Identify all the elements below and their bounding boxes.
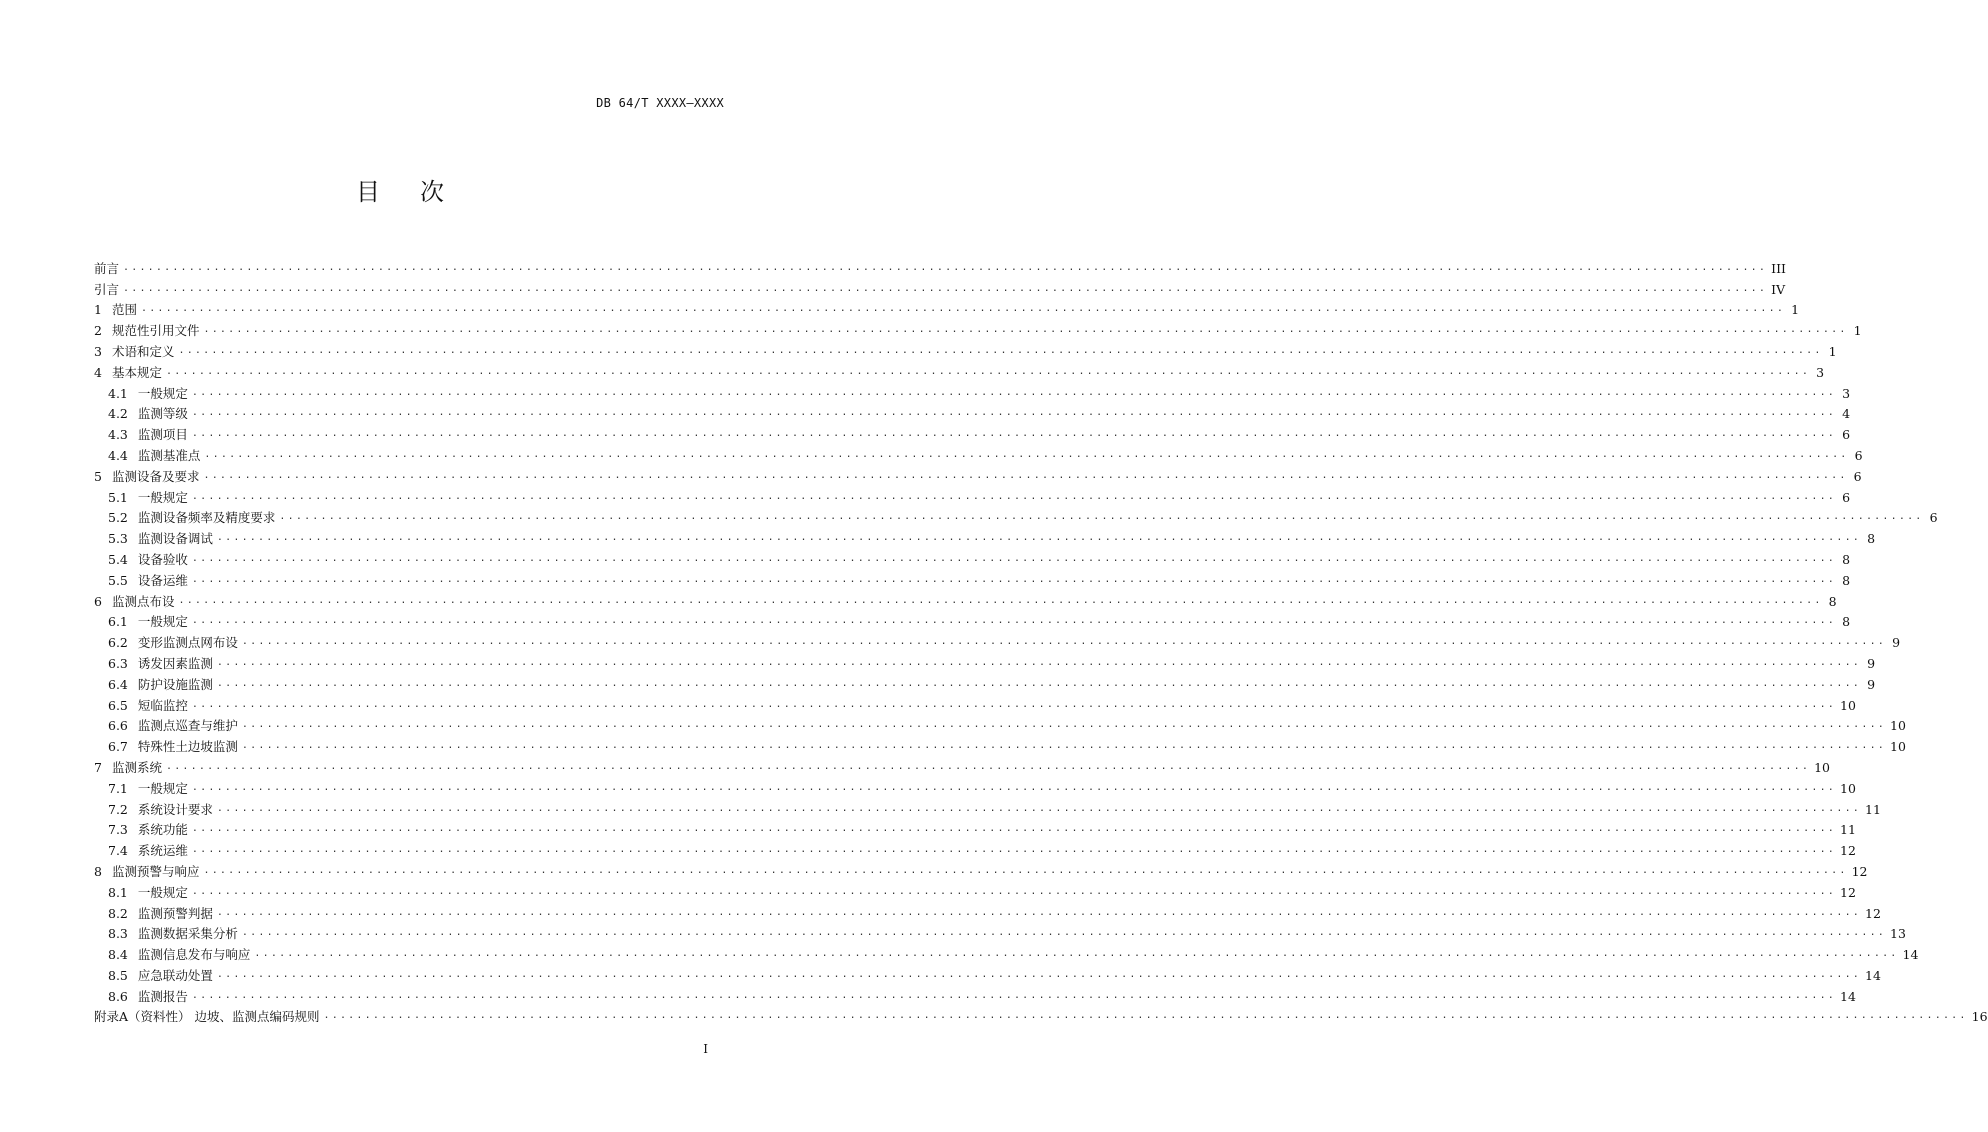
toc-entry-title: 监测基准点 (137, 447, 201, 463)
toc-leader-dots: ........................................................................................................................................................................................................ (216, 677, 1862, 689)
toc-leader-dots: ........................................................................................................................................................................................................ (323, 1010, 1968, 1022)
toc-entry[interactable] (94, 734, 1906, 755)
toc-entry-page: 9 (1867, 676, 1876, 692)
toc-entry-page: 12 (1851, 863, 1868, 879)
toc-entry-title: 监测系统 (111, 759, 162, 775)
toc-entry-title: 术语和定义 (111, 343, 175, 359)
toc-entry-page: 13 (1890, 926, 1906, 942)
toc-entry-number: 8.3 (108, 926, 128, 942)
toc-entry-title: 短临监控 (137, 697, 188, 713)
toc-entry-page: 1 (1853, 323, 1862, 339)
toc-entry-page: 3 (1842, 385, 1851, 401)
toc-entry[interactable] (94, 942, 1919, 963)
toc-entry[interactable] (94, 485, 1851, 506)
toc-entry-page: 9 (1867, 655, 1876, 671)
toc-leader-dots: ........................................................................................................................................................................................................ (241, 927, 1887, 939)
toc-leader-dots: ........................................................................................................................................................................................................ (203, 469, 1848, 481)
toc-entry[interactable] (94, 381, 1851, 402)
toc-entry-number: 6.7 (108, 739, 128, 755)
toc-entry-number: 6.6 (108, 718, 128, 734)
toc-leader-dots: ........................................................................................................................................................................................................ (216, 906, 1862, 918)
toc-entry-page: 12 (1840, 843, 1856, 859)
toc-entry-number: 4.4 (108, 447, 128, 463)
document-code: DB 64/T XXXX—XXXX (596, 96, 724, 110)
toc-leader-dots: ........................................................................................................................................................................................................ (191, 428, 1837, 440)
toc-entry-page: 9 (1892, 635, 1901, 651)
toc-entry-number: 5.1 (108, 489, 128, 505)
toc-leader-dots: ........................................................................................................................................................................................................ (204, 448, 1849, 460)
page-number: I (703, 1042, 708, 1056)
toc-entry-title: 一般规定 (137, 385, 188, 401)
toc-entry-page: IV (1771, 281, 1786, 297)
toc-leader-dots: ........................................................................................................................................................................................................ (241, 636, 1887, 648)
toc-leader-dots: ........................................................................................................................................................................................................ (216, 968, 1862, 980)
toc-entry[interactable] (94, 818, 1856, 839)
toc-entry-title: 前言 (94, 260, 120, 276)
toc-entry[interactable] (94, 1005, 1988, 1026)
toc-entry-number: 5.4 (108, 551, 128, 567)
toc-entry-title: 一般规定 (137, 884, 188, 900)
toc-leader-dots: ........................................................................................................................................................................................................ (178, 344, 1823, 356)
toc-entry-page: 6 (1854, 447, 1863, 463)
toc-entry-title: 设备运维 (137, 572, 188, 588)
toc-entry-page: 8 (1842, 551, 1851, 567)
toc-leader-dots: ........................................................................................................................................................................................................ (191, 490, 1837, 502)
toc-entry[interactable] (94, 277, 1786, 298)
toc-entry-title: 一般规定 (137, 780, 188, 796)
toc-entry-page: 10 (1840, 697, 1856, 713)
toc-entry[interactable] (94, 464, 1862, 485)
toc-entry-page: 14 (1840, 988, 1856, 1004)
toc-entry[interactable] (94, 630, 1901, 651)
toc-entry-number: 7.1 (108, 780, 128, 796)
toc-entry-title: 监测点布设 (111, 593, 175, 609)
toc-entry[interactable] (94, 963, 1881, 984)
toc-entry-page: 10 (1814, 759, 1830, 775)
toc-entry-number: 8 (94, 863, 102, 879)
toc-leader-dots: ........................................................................................................................................................................................................ (123, 261, 1768, 273)
toc-entry-number: 4.2 (108, 406, 128, 422)
toc-leader-dots: ........................................................................................................................................................................................................ (123, 282, 1768, 294)
toc-entry-number: 5.3 (108, 531, 128, 547)
page-title: 目次 (356, 178, 484, 206)
toc-entry-title: 设备验收 (137, 551, 188, 567)
toc-entry-number: 8.1 (108, 884, 128, 900)
toc-entry[interactable] (94, 547, 1851, 568)
toc-entry[interactable] (94, 318, 1862, 339)
toc-entry-title: 监测等级 (137, 406, 188, 422)
toc-entry-page: 10 (1840, 780, 1856, 796)
toc-leader-dots: ........................................................................................................................................................................................................ (140, 303, 1786, 315)
toc-leader-dots: ........................................................................................................................................................................................................ (191, 698, 1837, 710)
toc-entry-page: 1 (1791, 302, 1800, 318)
toc-entry-number: 4.1 (108, 385, 128, 401)
toc-entry[interactable] (94, 443, 1863, 464)
toc-entry-number: 8.6 (108, 988, 128, 1004)
toc-leader-dots: ........................................................................................................................................................................................................ (191, 615, 1837, 627)
toc-entry[interactable] (94, 880, 1856, 901)
toc-entry[interactable] (94, 984, 1856, 1005)
toc-entry-title: 范围 (111, 302, 137, 318)
toc-leader-dots: ........................................................................................................................................................................................................ (191, 885, 1837, 897)
toc-entry[interactable] (94, 838, 1856, 859)
toc-entry-title: 监测设备频率及精度要求 (137, 510, 276, 526)
toc-entry-page: 8 (1842, 614, 1851, 630)
toc-entry-number: 7.3 (108, 822, 128, 838)
toc-entry-number: 6.5 (108, 697, 128, 713)
toc-entry-title: 监测项目 (137, 427, 188, 443)
toc-entry[interactable] (94, 672, 1876, 693)
toc-leader-dots: ........................................................................................................................................................................................................ (191, 781, 1837, 793)
toc-entry-title: 监测预警判据 (137, 905, 213, 921)
toc-leader-dots: ........................................................................................................................................................................................................ (191, 552, 1837, 564)
toc-entry-title: 规范性引用文件 (111, 323, 200, 339)
toc-leader-dots: ........................................................................................................................................................................................................ (191, 989, 1837, 1001)
toc-leader-dots: ........................................................................................................................................................................................................ (279, 511, 1924, 523)
toc-entry-page: 1 (1828, 343, 1837, 359)
toc-entry[interactable] (94, 568, 1851, 589)
toc-entry-number: 6.4 (108, 676, 128, 692)
toc-entry[interactable] (94, 589, 1837, 610)
toc-entry-page: 4 (1842, 406, 1851, 422)
toc-entry[interactable] (94, 360, 1825, 381)
toc-leader-dots: ........................................................................................................................................................................................................ (165, 365, 1811, 377)
toc-entry-title: 特殊性土边坡监测 (137, 739, 238, 755)
toc-entry-title: 引言 (94, 281, 120, 297)
toc-entry-page: 12 (1865, 905, 1881, 921)
toc-leader-dots: ........................................................................................................................................................................................................ (254, 948, 1899, 960)
toc-entry[interactable] (94, 610, 1851, 631)
toc-entry-title: 变形监测点网布设 (137, 635, 238, 651)
toc-entry[interactable] (94, 922, 1906, 943)
toc-leader-dots: ........................................................................................................................................................................................................ (216, 802, 1862, 814)
toc-entry[interactable] (94, 714, 1906, 735)
toc-entry-number: 4.3 (108, 427, 128, 443)
toc-entry[interactable] (94, 755, 1830, 776)
toc-leader-dots: ........................................................................................................................................................................................................ (203, 324, 1848, 336)
toc-entry-title: 附录A（资料性） 边坡、监测点编码规则 (94, 1009, 320, 1025)
toc-entry-title: 诱发因素监测 (137, 655, 213, 671)
toc-entry[interactable] (94, 422, 1851, 443)
toc-leader-dots: ........................................................................................................................................................................................................ (191, 844, 1837, 856)
toc-entry-title: 监测预警与响应 (111, 863, 200, 879)
toc-entry-title: 防护设施监测 (137, 676, 213, 692)
toc-entry-number: 1 (94, 302, 102, 318)
toc-entry-page: 8 (1828, 593, 1837, 609)
toc-leader-dots: ........................................................................................................................................................................................................ (241, 740, 1887, 752)
toc-leader-dots: ........................................................................................................................................................................................................ (216, 656, 1862, 668)
toc-entry[interactable] (94, 256, 1786, 277)
toc-entry-number: 3 (94, 343, 102, 359)
toc-leader-dots: ........................................................................................................................................................................................................ (191, 823, 1837, 835)
toc-leader-dots: ........................................................................................................................................................................................................ (178, 594, 1823, 606)
toc-entry-title: 监测数据采集分析 (137, 926, 238, 942)
toc-entry[interactable] (94, 402, 1851, 423)
toc-entry-number: 7.2 (108, 801, 128, 817)
table-of-contents (94, 256, 1988, 1025)
toc-entry[interactable] (94, 506, 1938, 527)
toc-entry-number: 8.2 (108, 905, 128, 921)
toc-entry-title: 监测报告 (137, 988, 188, 1004)
toc-entry-page: 10 (1890, 739, 1906, 755)
toc-entry-title: 应急联动处置 (137, 967, 213, 983)
toc-entry-title: 监测点巡查与维护 (137, 718, 238, 734)
toc-entry-number: 2 (94, 323, 102, 339)
toc-entry-number: 4 (94, 364, 102, 380)
toc-entry-page: 6 (1842, 427, 1851, 443)
toc-entry-page: 6 (1929, 510, 1938, 526)
toc-entry-title: 一般规定 (137, 614, 188, 630)
toc-entry-number: 7 (94, 759, 102, 775)
toc-entry-number: 6.1 (108, 614, 128, 630)
toc-entry-page: 8 (1842, 572, 1851, 588)
toc-leader-dots: ........................................................................................................................................................................................................ (203, 864, 1848, 876)
toc-entry-number: 5.2 (108, 510, 128, 526)
toc-entry[interactable] (94, 693, 1856, 714)
toc-entry-number: 8.5 (108, 967, 128, 983)
toc-entry-page: 10 (1890, 718, 1906, 734)
toc-entry-number: 8.4 (108, 947, 128, 963)
toc-entry-title: 系统设计要求 (137, 801, 213, 817)
toc-entry[interactable] (94, 298, 1800, 319)
toc-entry-number: 5 (94, 468, 102, 484)
toc-leader-dots: ........................................................................................................................................................................................................ (216, 532, 1862, 544)
toc-entry[interactable] (94, 797, 1881, 818)
toc-entry-number: 6 (94, 593, 102, 609)
toc-leader-dots: ........................................................................................................................................................................................................ (191, 573, 1837, 585)
toc-entry-number: 6.2 (108, 635, 128, 651)
toc-entry[interactable] (94, 859, 1868, 880)
toc-entry-title: 一般规定 (137, 489, 188, 505)
toc-entry-number: 6.3 (108, 655, 128, 671)
toc-entry-page: 12 (1840, 884, 1856, 900)
toc-entry-number: 5.5 (108, 572, 128, 588)
toc-entry[interactable] (94, 339, 1837, 360)
toc-entry[interactable] (94, 901, 1881, 922)
toc-entry-title: 系统功能 (137, 822, 188, 838)
toc-entry-title: 监测设备调试 (137, 531, 213, 547)
toc-entry-page: 8 (1867, 531, 1876, 547)
toc-entry-page: 14 (1865, 967, 1881, 983)
toc-leader-dots: ........................................................................................................................................................................................................ (165, 760, 1811, 772)
toc-entry[interactable] (94, 651, 1876, 672)
toc-leader-dots: ........................................................................................................................................................................................................ (241, 719, 1887, 731)
toc-entry-page: 11 (1840, 822, 1856, 838)
toc-entry-title: 监测设备及要求 (111, 468, 200, 484)
toc-entry[interactable] (94, 526, 1876, 547)
toc-entry-title: 基本规定 (111, 364, 162, 380)
toc-entry-page: 6 (1842, 489, 1851, 505)
toc-leader-dots: ........................................................................................................................................................................................................ (191, 407, 1837, 419)
toc-entry-page: III (1771, 260, 1786, 276)
toc-entry-page: 3 (1816, 364, 1825, 380)
toc-entry-number: 7.4 (108, 843, 128, 859)
toc-entry-title: 监测信息发布与响应 (137, 947, 251, 963)
toc-entry[interactable] (94, 776, 1856, 797)
toc-entry-page: 16 (1971, 1009, 1988, 1025)
toc-leader-dots: ........................................................................................................................................................................................................ (191, 386, 1837, 398)
toc-entry-title: 系统运维 (137, 843, 188, 859)
toc-entry-page: 11 (1865, 801, 1881, 817)
toc-entry-page: 14 (1902, 947, 1919, 963)
toc-entry-page: 6 (1853, 468, 1862, 484)
